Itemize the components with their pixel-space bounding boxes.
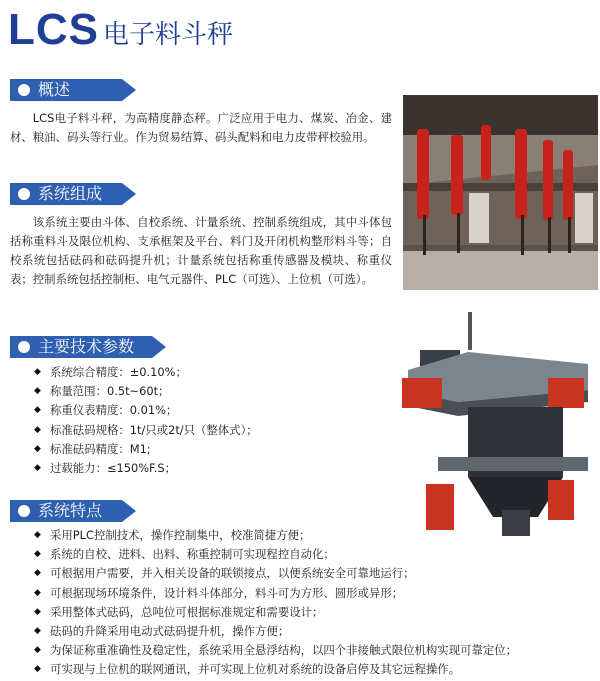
list-item: ◆ 过载能力：≤150%F.S； (30, 459, 350, 478)
bullet-icon: ◆ (34, 587, 41, 598)
bullet-icon: ◆ (34, 625, 41, 636)
bullet-icon: ◆ (34, 606, 41, 617)
list-item: ◆ 称重仪表精度：0.01%； (30, 401, 350, 420)
title-chinese: 电子料斗秤 (103, 20, 234, 50)
features-heading: 系统特点 (10, 500, 122, 522)
bullet-icon: ◆ (34, 530, 41, 540)
heading-bullet-icon (18, 188, 30, 200)
installation-photo (403, 95, 598, 290)
params-heading: 主要技术参数 (10, 336, 152, 358)
bullet-icon: ◆ (34, 549, 41, 560)
bullet-icon: ◆ (34, 443, 41, 454)
overview-heading: 概述 (10, 79, 122, 101)
list-item: ◆ 标准砝码规格：1t/只或2t/只（整体式）； (30, 421, 350, 440)
list-item: ◆ 系统的自校、进料、出料、称重控制可实现程控自动化； (30, 545, 590, 564)
bullet-icon: ◆ (34, 568, 41, 579)
bullet-icon: ◆ (34, 424, 41, 435)
bullet-icon: ◆ (34, 367, 41, 377)
heading-bullet-icon (18, 341, 30, 353)
bullet-icon: ◆ (34, 664, 41, 675)
bullet-icon: ◆ (34, 405, 41, 416)
bullet-icon: ◆ (34, 462, 41, 473)
list-item: ◆ 采用PLC控制技术，操作控制集中，校准简捷方便； (30, 526, 590, 545)
list-item: ◆ 称量范围：0.5t~60t； (30, 382, 350, 401)
list-item: ◆ 可根据用户需要，并入相关设备的联锁接点，以便系统安全可靠地运行； (30, 564, 590, 583)
list-item: ◆ 可根据现场环境条件，设计料斗体部分，料斗可为方形、圆形或异形； (30, 584, 590, 603)
bullet-icon: ◆ (34, 386, 41, 397)
list-item: ◆ 标准砝码精度：M1; (30, 440, 350, 459)
installation-photo-graphic (403, 95, 598, 290)
composition-text: 该系统主要由斗体、自校系统、计量系统、控制系统组成，其中斗体包括称重料斗及限位机构、支承框架及平台、料门及开闭机构整形料斗等；自校系统包括砝码和砝码提升机；计量系统包括称重传感器及模块、称重仪表；控制系统包括控制柜、电气元器件、PLC（可选）、上位机（可选）。 (10, 215, 392, 286)
bullet-icon: ◆ (34, 645, 41, 656)
list-item: ◆ 砝码的升降采用电动式砝码提升机，操作方便； (30, 622, 590, 641)
list-item: ◆ 采用整体式砝码，总吨位可根据标准规定和需要设计； (30, 603, 590, 622)
heading-bullet-icon (18, 84, 30, 96)
page-title (8, 6, 233, 52)
features-list (30, 526, 590, 680)
title-latin: LCS (8, 5, 99, 54)
composition-heading: 系统组成 (10, 183, 122, 205)
overview-text: LCS电子料斗秤，为高精度静态秤。广泛应用于电力、煤炭、冶金、建材、粮油、码头等行业。作为贸易结算、码头配料和电力皮带秤校验用。 (10, 111, 392, 144)
list-item: ◆ 为保证称重准确性及稳定性，系统采用全悬浮结构，以四个非接触式限位机构实现可靠定位； (30, 641, 590, 660)
hopper-scale-photo (398, 312, 598, 540)
hopper-scale-graphic (398, 312, 598, 540)
list-item: ◆ 可实现与上位机的联网通讯，并可实现上位机对系统的设备启停及其它远程操作。 (30, 660, 590, 679)
list-item: ◆ 系统综合精度：±0.10%； (30, 363, 350, 382)
heading-bullet-icon (18, 505, 30, 517)
params-list (30, 363, 350, 478)
